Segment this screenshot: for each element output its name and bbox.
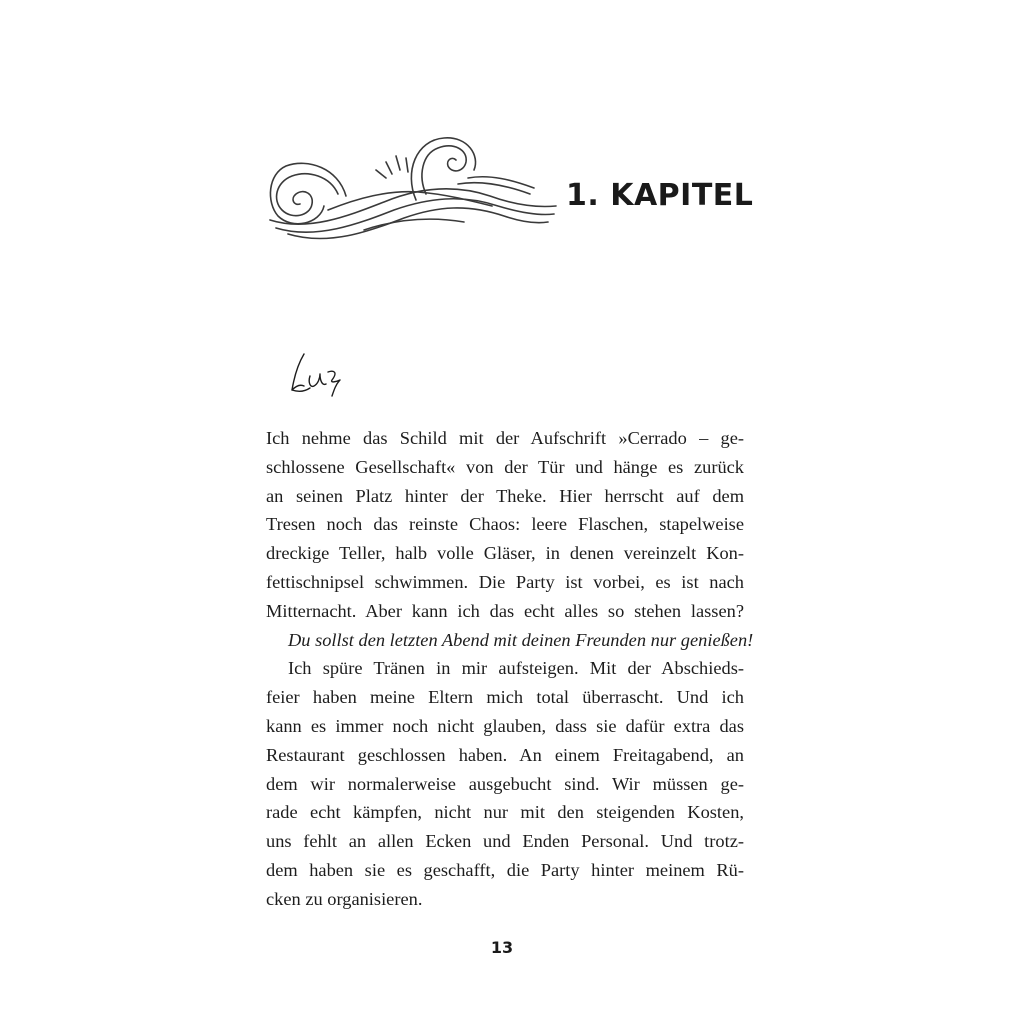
body-line: Restaurant geschlossen haben. An einem Freitagabend, an — [266, 744, 744, 765]
body-line: schlossene Gesellschaft« von der Tür und hänge es zurück — [266, 456, 744, 477]
body-line: dreckige Teller, halb volle Gläser, in denen vereinzelt Kon- — [266, 543, 744, 564]
body-line: kann es immer noch nicht glauben, dass sie dafür extra das — [266, 715, 744, 736]
body-line: Ich nehme das Schild mit der Aufschrift »Cerrado – ge- — [266, 428, 744, 448]
page-number: 13 — [490, 938, 514, 957]
body-line: uns fehlt an allen Ecken und Enden Personal. Und trotz- — [266, 831, 744, 852]
wave-swirl-ornament-icon — [268, 136, 558, 248]
body-line: Ich spüre Tränen in mir aufsteigen. Mit der Abschieds- — [288, 658, 744, 679]
body-line: feier haben meine Eltern mich total überrascht. Und ich — [266, 687, 744, 708]
body-line-italic-thought: Du sollst den letzten Abend mit deinen Freunden nur genießen! — [288, 629, 754, 650]
body-line: Mitternacht. Aber kann ich das echt alles so stehen lassen? — [266, 600, 744, 621]
body-line: dem wir normalerweise ausgebucht sind. Wir müssen ge- — [266, 773, 744, 794]
body-line: fettischnipsel schwimmen. Die Party ist vorbei, es ist nach — [266, 571, 744, 592]
body-line: Tresen noch das reinste Chaos: leere Flaschen, stapelweise — [266, 514, 744, 535]
body-line: dem haben sie es geschafft, die Party hinter meinem Rü- — [266, 859, 744, 880]
body-line: rade echt kämpfen, nicht nur mit den steigenden Kosten, — [266, 802, 744, 823]
chapter-body-text — [266, 424, 754, 914]
body-line: an seinen Platz hinter der Theke. Hier herrscht auf dem — [266, 485, 744, 506]
chapter-title: 1. KAPITEL — [566, 178, 754, 213]
body-line-last: cken zu organisieren. — [266, 888, 423, 909]
narrator-signature — [286, 348, 356, 398]
